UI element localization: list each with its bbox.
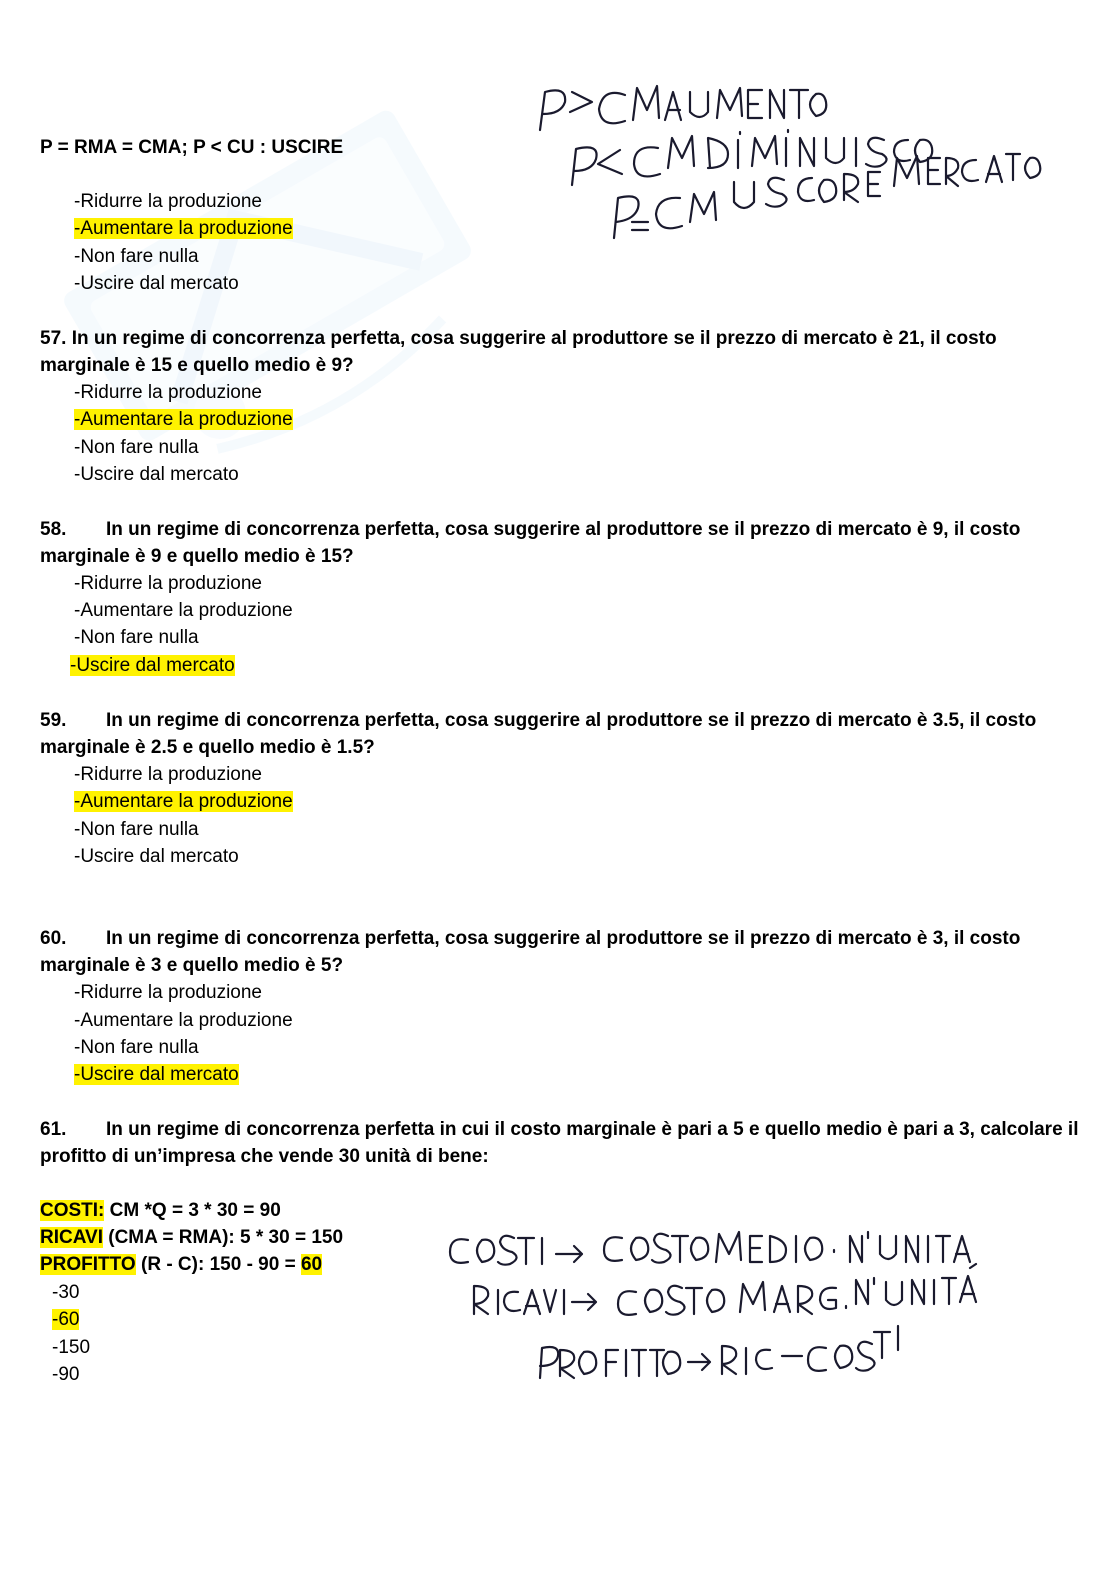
option-reduce: -Ridurre la produzione	[74, 764, 262, 785]
option-nothing: -Non fare nulla	[74, 437, 199, 458]
option-reduce: -Ridurre la produzione	[74, 573, 262, 594]
option-increase-highlighted	[74, 790, 293, 814]
question-61	[40, 1116, 1080, 1170]
ricavi-label: RICAVI	[40, 1227, 103, 1248]
costi-label: COSTI:	[40, 1200, 105, 1221]
option-reduce: -Ridurre la produzione	[74, 982, 262, 1003]
option-increase: -Aumentare la produzione	[74, 1010, 293, 1031]
costi-line	[40, 1199, 281, 1223]
question-text: In un regime di concorrenza perfetta in cui il costo marginale è pari a 5 e quello medio è pari a 3, calcolare il profitto di un’impresa che vende 30 unità di bene:	[40, 1119, 1079, 1167]
option-reduce: -Ridurre la produzione	[74, 382, 262, 403]
option-minus-30: -30	[52, 1282, 80, 1303]
option-minus-150: -150	[52, 1337, 91, 1358]
profitto-line	[40, 1253, 322, 1277]
option-nothing: -Non fare nulla	[74, 627, 199, 648]
answer-highlight: -Aumentare la produzione	[74, 218, 293, 239]
question-text: In un regime di concorrenza perfetta, cosa suggerire al produttore se il prezzo di mercato è 9, il costo marginale è 9 e quello medio è 15?	[40, 519, 1021, 567]
answer-highlight: -60	[52, 1309, 80, 1330]
answer-highlight: -Uscire dal mercato	[70, 655, 235, 676]
option-exit-highlighted	[74, 1063, 239, 1087]
option-increase-highlighted	[74, 408, 293, 432]
option-minus-90: -90	[52, 1364, 80, 1385]
profitto-label: PROFITTO	[40, 1254, 136, 1275]
question-number: 59.	[40, 710, 67, 731]
handwriting-rules	[540, 86, 1040, 238]
profitto-formula: (R - C): 150 - 90 =	[135, 1254, 301, 1275]
answer-highlight: -Aumentare la produzione	[74, 409, 293, 430]
rule-line: P = RMA = CMA; P < CU : USCIRE	[40, 137, 344, 158]
answer-highlight: -Uscire dal mercato	[74, 1064, 239, 1085]
handwriting-calc	[450, 1232, 976, 1378]
option-minus-60-highlighted	[52, 1308, 79, 1332]
answer-highlight: -Aumentare la produzione	[74, 791, 293, 812]
question-text: In un regime di concorrenza perfetta, cosa suggerire al produttore se il prezzo di mercato è 3.5, il costo marginale è 2.5 e quello medio è 1.5?	[40, 710, 1037, 758]
option-exit-highlighted	[70, 654, 235, 678]
question-58	[40, 516, 1080, 570]
option-nothing: -Non fare nulla	[74, 1037, 199, 1058]
option-exit: -Uscire dal mercato	[74, 846, 239, 867]
question-text: In un regime di concorrenza perfetta, cosa suggerire al produttore se il prezzo di mercato è 3, il costo marginale è 3 e quello medio è 5?	[40, 928, 1021, 976]
costi-formula: CM *Q = 3 * 30 = 90	[104, 1200, 281, 1221]
option-exit: -Uscire dal mercato	[74, 273, 239, 294]
question-text: In un regime di concorrenza perfetta, cosa suggerire al produttore se il prezzo di mercato è 21, il costo marginale è 15 e quello medio è 9?	[40, 328, 997, 376]
option-increase-highlighted	[74, 217, 293, 241]
question-number: 58.	[40, 519, 67, 540]
ricavi-formula: (CMA = RMA): 5 * 30 = 150	[102, 1227, 344, 1248]
profitto-result: 60	[300, 1254, 323, 1275]
option-nothing: -Non fare nulla	[74, 246, 199, 267]
option-exit: -Uscire dal mercato	[74, 464, 239, 485]
question-number: 57.	[40, 328, 67, 349]
option-increase: -Aumentare la produzione	[74, 600, 293, 621]
question-59	[40, 707, 1080, 761]
question-number: 61.	[40, 1119, 67, 1140]
question-number: 60.	[40, 928, 67, 949]
question-57	[40, 325, 1080, 379]
option-reduce: -Ridurre la produzione	[74, 191, 262, 212]
question-60	[40, 925, 1080, 979]
ricavi-line	[40, 1226, 343, 1250]
option-nothing: -Non fare nulla	[74, 819, 199, 840]
